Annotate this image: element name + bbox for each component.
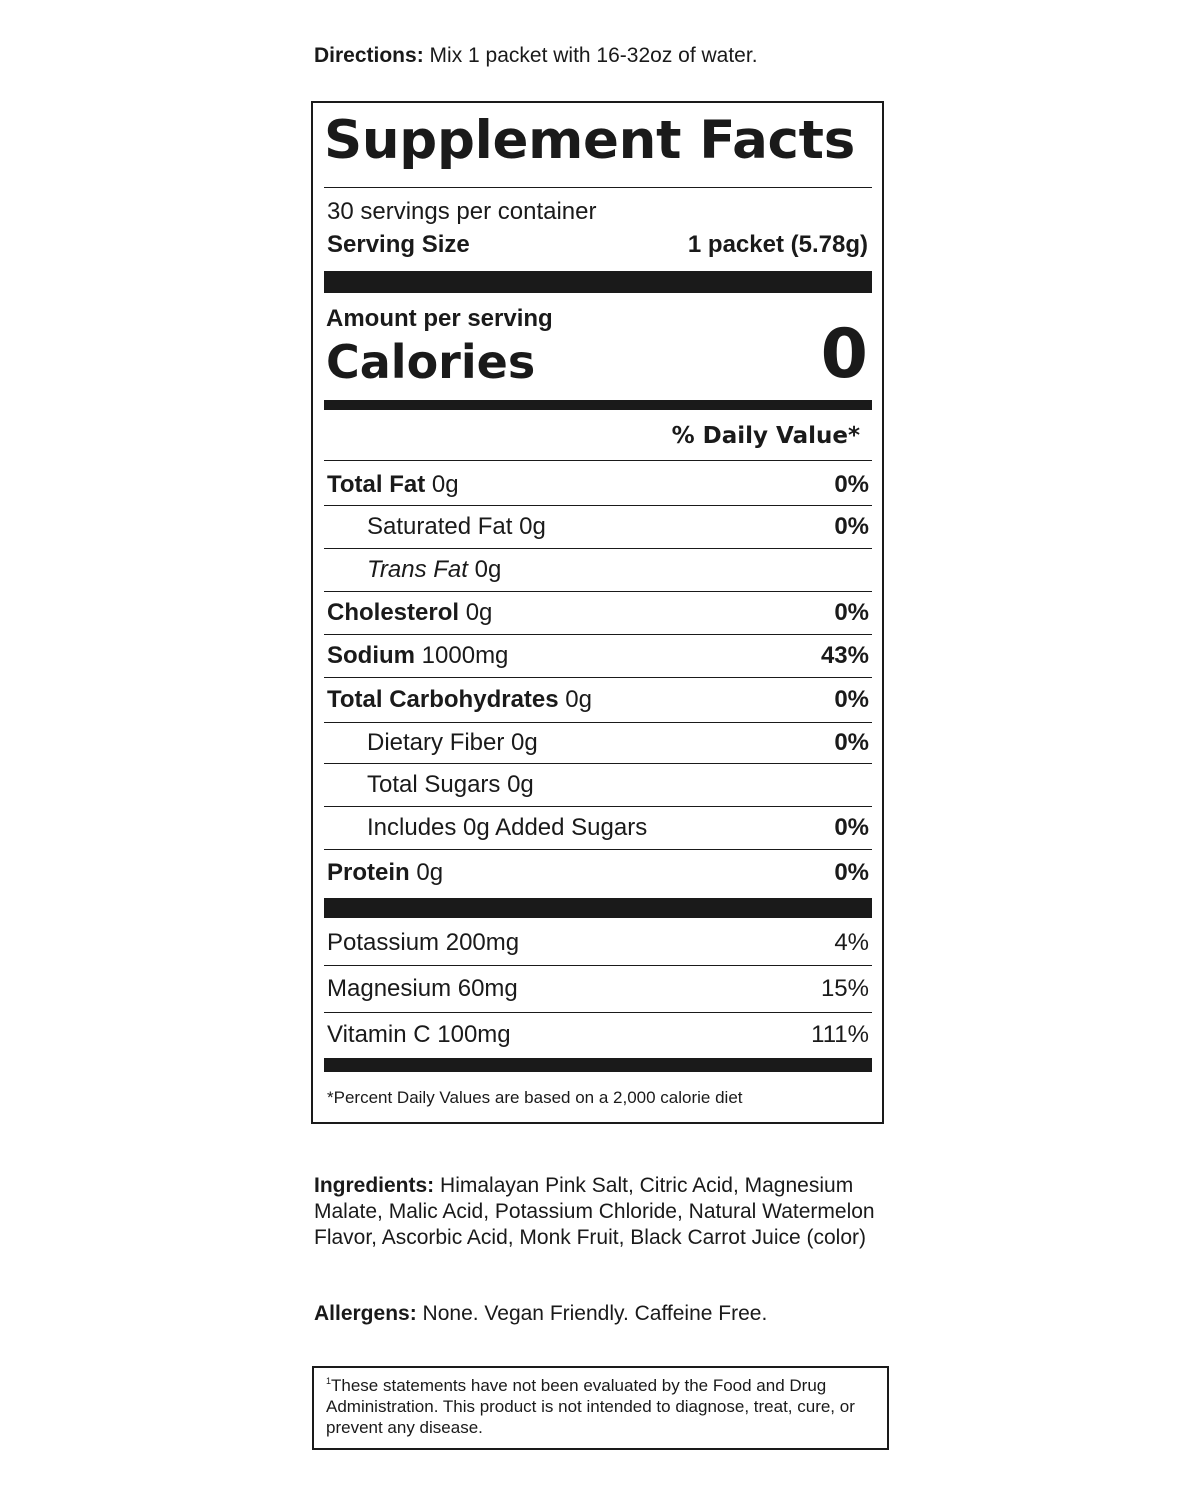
nutrient-amount: 0g	[431, 471, 459, 498]
nutrient-dv: 43%	[820, 642, 869, 669]
daily-value-header: % Daily Value*	[671, 423, 860, 449]
serving-size-label: Serving Size	[327, 231, 470, 258]
nutrient-name: Total Carbohydrates	[327, 686, 559, 713]
footnote-marker: 1	[326, 1376, 332, 1386]
thick-divider	[324, 898, 872, 918]
vitamin-amount: 60mg	[457, 975, 518, 1002]
nutrient-dv: 0%	[834, 814, 869, 841]
vitamin-row-vitamin-c	[324, 1013, 872, 1057]
nutrient-row-total-fat	[324, 465, 872, 505]
ingredients-label: Ingredients:	[314, 1174, 435, 1197]
nutrient-row-protein	[324, 850, 872, 896]
nutrient-dv: 0%	[834, 729, 869, 756]
nutrient-name: Saturated Fat	[367, 513, 513, 540]
directions-label: Directions:	[314, 44, 424, 67]
calories-label: Calories	[326, 335, 536, 389]
nutrient-amount: 0g	[565, 686, 592, 713]
calories-value: 0	[820, 315, 868, 394]
nutrient-amount: 0g	[519, 513, 546, 540]
vitamin-dv: 111%	[811, 1021, 869, 1048]
nutrient-amount: 0g	[474, 556, 502, 583]
divider	[324, 187, 872, 188]
vitamin-dv: 15%	[820, 975, 869, 1002]
nutrient-dv: 0%	[834, 599, 869, 626]
nutrient-name: Cholesterol	[327, 599, 460, 626]
nutrient-row-total-sugars	[324, 764, 872, 806]
nutrient-dv: 0%	[834, 513, 869, 540]
supplement-facts-panel	[311, 101, 884, 1124]
divider	[324, 460, 872, 461]
allergens-label: Allergens:	[314, 1302, 417, 1325]
nutrient-name: Protein	[327, 859, 410, 886]
nutrient-amount: 1000mg	[421, 642, 509, 669]
vitamin-name: Magnesium	[327, 975, 452, 1002]
nutrient-name: Includes 0g Added Sugars	[367, 814, 648, 841]
nutrient-row-trans-fat	[324, 549, 872, 591]
vitamin-name: Potassium	[327, 929, 440, 956]
nutrient-dv: 0%	[834, 471, 869, 498]
nutrient-row-sodium	[324, 635, 872, 677]
fda-disclaimer	[312, 1366, 889, 1450]
nutrient-amount: 0g	[465, 599, 493, 626]
directions-text: Mix 1 packet with 16-32oz of water.	[429, 44, 758, 67]
nutrient-name: Total Fat	[327, 471, 426, 498]
nutrient-amount: 0g	[511, 729, 538, 756]
nutrient-amount: 0g	[507, 771, 534, 798]
thick-divider	[324, 1058, 872, 1072]
nutrient-row-added-sugars	[324, 807, 872, 849]
facts-title: Supplement Facts	[324, 110, 855, 171]
servings-per-container: 30 servings per container	[327, 198, 597, 225]
vitamin-amount: 100mg	[437, 1021, 511, 1048]
vitamin-amount: 200mg	[445, 929, 520, 956]
vitamin-name: Vitamin C	[327, 1021, 431, 1048]
nutrient-name: Trans Fat	[367, 556, 468, 583]
ingredients-text: Himalayan Pink Salt, Citric Acid, Magnesium Malate, Malic Acid, Potassium Chloride, Natural Watermelon Flavor, Ascorbic Acid, Monk Fruit, Black Carrot Juice (color)	[314, 1174, 875, 1249]
serving-size-value: 1 packet (5.78g)	[687, 231, 868, 258]
vitamin-row-potassium	[324, 921, 872, 965]
medium-divider	[324, 400, 872, 410]
nutrient-dv: 0%	[834, 859, 869, 886]
serving-size-row	[327, 231, 868, 259]
disclaimer-text: These statements have not been evaluated by the Food and Drug Administration. This product is not intended to diagnose, treat, cure, or prevent any disease.	[326, 1376, 855, 1437]
nutrient-name: Dietary Fiber	[367, 729, 505, 756]
thick-divider	[324, 271, 872, 293]
nutrient-name: Sodium	[327, 642, 415, 669]
amount-per-serving: Amount per serving	[326, 305, 553, 332]
vitamin-row-magnesium	[324, 966, 872, 1012]
daily-value-footnote: *Percent Daily Values are based on a 2,000 calorie diet	[327, 1088, 743, 1107]
nutrient-row-total-carbohydrates	[324, 678, 872, 722]
nutrient-dv: 0%	[834, 686, 869, 713]
nutrient-row-cholesterol	[324, 592, 872, 634]
directions	[314, 44, 758, 68]
allergens-text: None. Vegan Friendly. Caffeine Free.	[422, 1302, 768, 1325]
ingredients	[314, 1173, 884, 1251]
nutrient-amount: 0g	[416, 859, 444, 886]
nutrient-row-dietary-fiber	[324, 723, 872, 763]
allergens	[314, 1302, 767, 1326]
nutrient-row-saturated-fat	[324, 506, 872, 548]
nutrient-name: Total Sugars	[367, 771, 501, 798]
vitamin-dv: 4%	[834, 929, 869, 956]
